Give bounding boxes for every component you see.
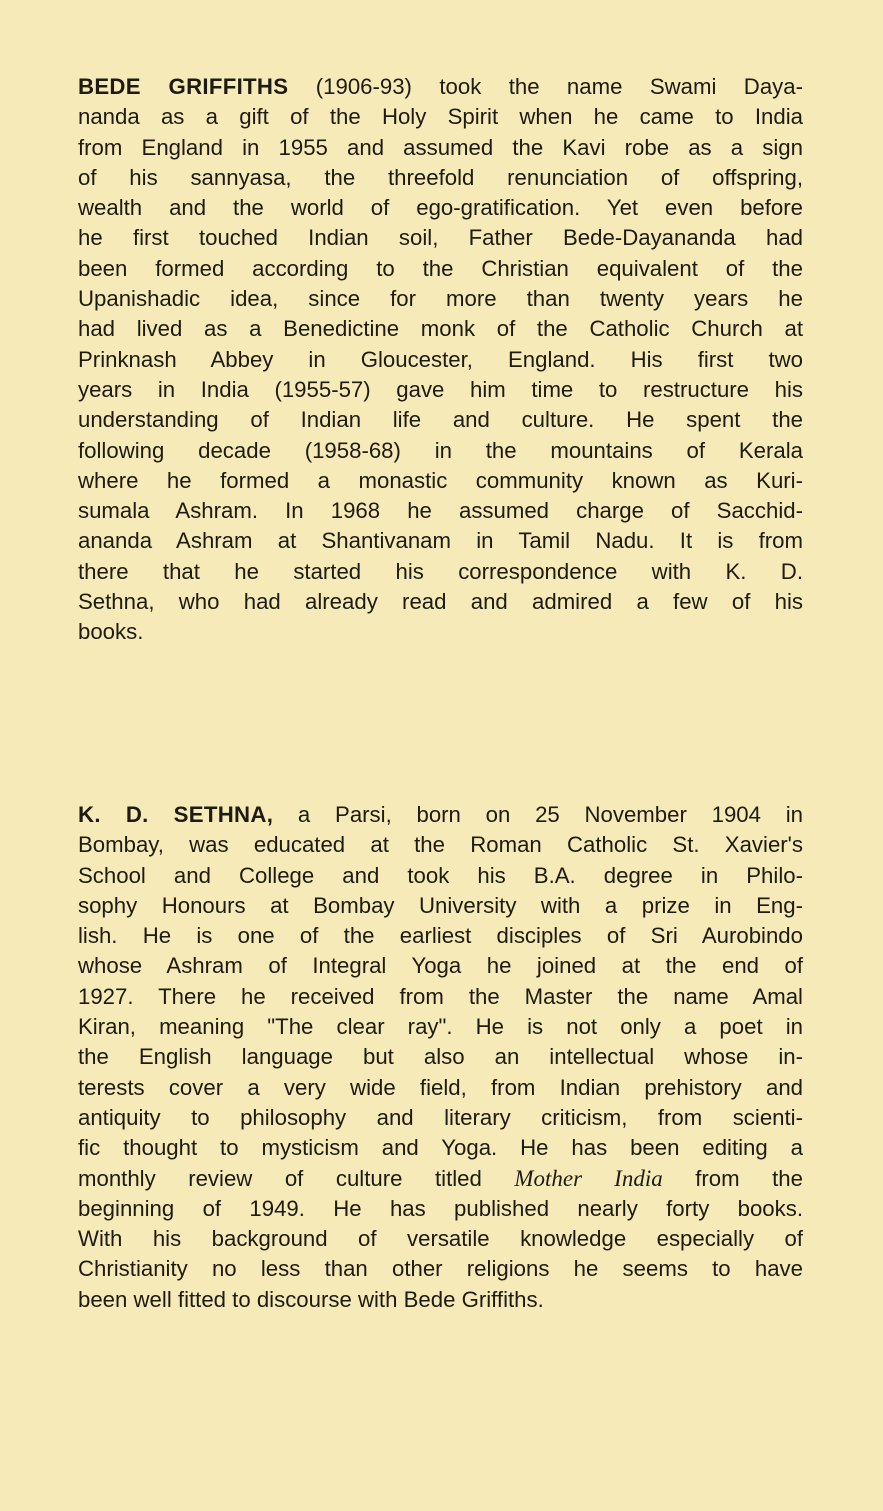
bio-line: been well fitted to discourse with Bede Griffiths. [78,1286,544,1312]
bio-line: sumala Ashram. In 1968 he assumed charge of Sacchid- [78,498,803,524]
bio-line: Bombay, was educated at the Roman Catholic St. Xavier's [78,832,803,858]
bio-paragraph-bede-griffiths [78,72,803,648]
bio-line: books. [78,619,144,645]
journal-title-mother-india: Mother India [514,1165,663,1191]
bio-line: lish. He is one of the earliest disciples of Sri Aurobindo [78,923,803,949]
bio-line: BEDE GRIFFITHS (1906-93) took the name Swami Daya- [78,74,803,99]
bio-line: he first touched Indian soil, Father Bede-Dayananda had [78,225,803,251]
bio-line: the English language but also an intellectual whose in- [78,1044,803,1070]
bio-line: School and College and took his B.A. degree in Philo- [78,862,803,888]
bio-line: where he formed a monastic community known as Kuri- [78,467,803,493]
bio-paragraph-kd-sethna [78,800,803,1315]
bio-line: K. D. SETHNA, a Parsi, born on 25 November 1904 in [78,802,803,827]
bio-line: Prinknash Abbey in Gloucester, England. His first two [78,346,803,372]
bio-line: from England in 1955 and assumed the Kavi robe as a sign [78,134,803,160]
bio-line: had lived as a Benedictine monk of the Catholic Church at [78,316,803,342]
bio-line: years in India (1955-57) gave him time to restructure his [78,376,803,402]
author-name-bede-griffiths: BEDE GRIFFITHS [78,74,289,99]
author-name-kd-sethna: K. D. SETHNA, [78,802,274,827]
bio-line: With his background of versatile knowledge especially of [78,1226,803,1252]
bio-line: terests cover a very wide field, from Indian prehistory and [78,1074,803,1100]
bio-line: Sethna, who had already read and admired a few of his [78,589,803,615]
bio-line: whose Ashram of Integral Yoga he joined at the end of [78,953,803,979]
bio-line: of his sannyasa, the threefold renunciation of offspring, [78,164,803,190]
bio-line: Christianity no less than other religions he seems to have [78,1256,803,1282]
bio-line: following decade (1958-68) in the mountains of Kerala [78,437,803,463]
bio-line: there that he started his correspondence with K. D. [78,558,803,584]
bio-line: Upanishadic idea, since for more than twenty years he [78,286,803,312]
bio-line: antiquity to philosophy and literary criticism, from scienti- [78,1104,803,1130]
bio-line: ananda Ashram at Shantivanam in Tamil Nadu. It is from [78,528,803,554]
bio-line: fic thought to mysticism and Yoga. He has been editing a [78,1135,803,1161]
bio-line: beginning of 1949. He has published nearly forty books. [78,1195,803,1221]
bio-line: understanding of Indian life and culture. He spent the [78,407,803,433]
bio-line: wealth and the world of ego-gratification. Yet even before [78,195,803,221]
bio-line: 1927. There he received from the Master the name Amal [78,983,803,1009]
bio-line: been formed according to the Christian equivalent of the [78,255,803,281]
bio-line: nanda as a gift of the Holy Spirit when he came to India [78,104,803,130]
bio-line: sophy Honours at Bombay University with a prize in Eng- [78,892,803,918]
bio-line: monthly review of culture titled Mother India from the [78,1165,803,1191]
bio-line: Kiran, meaning "The clear ray". He is not only a poet in [78,1014,803,1040]
